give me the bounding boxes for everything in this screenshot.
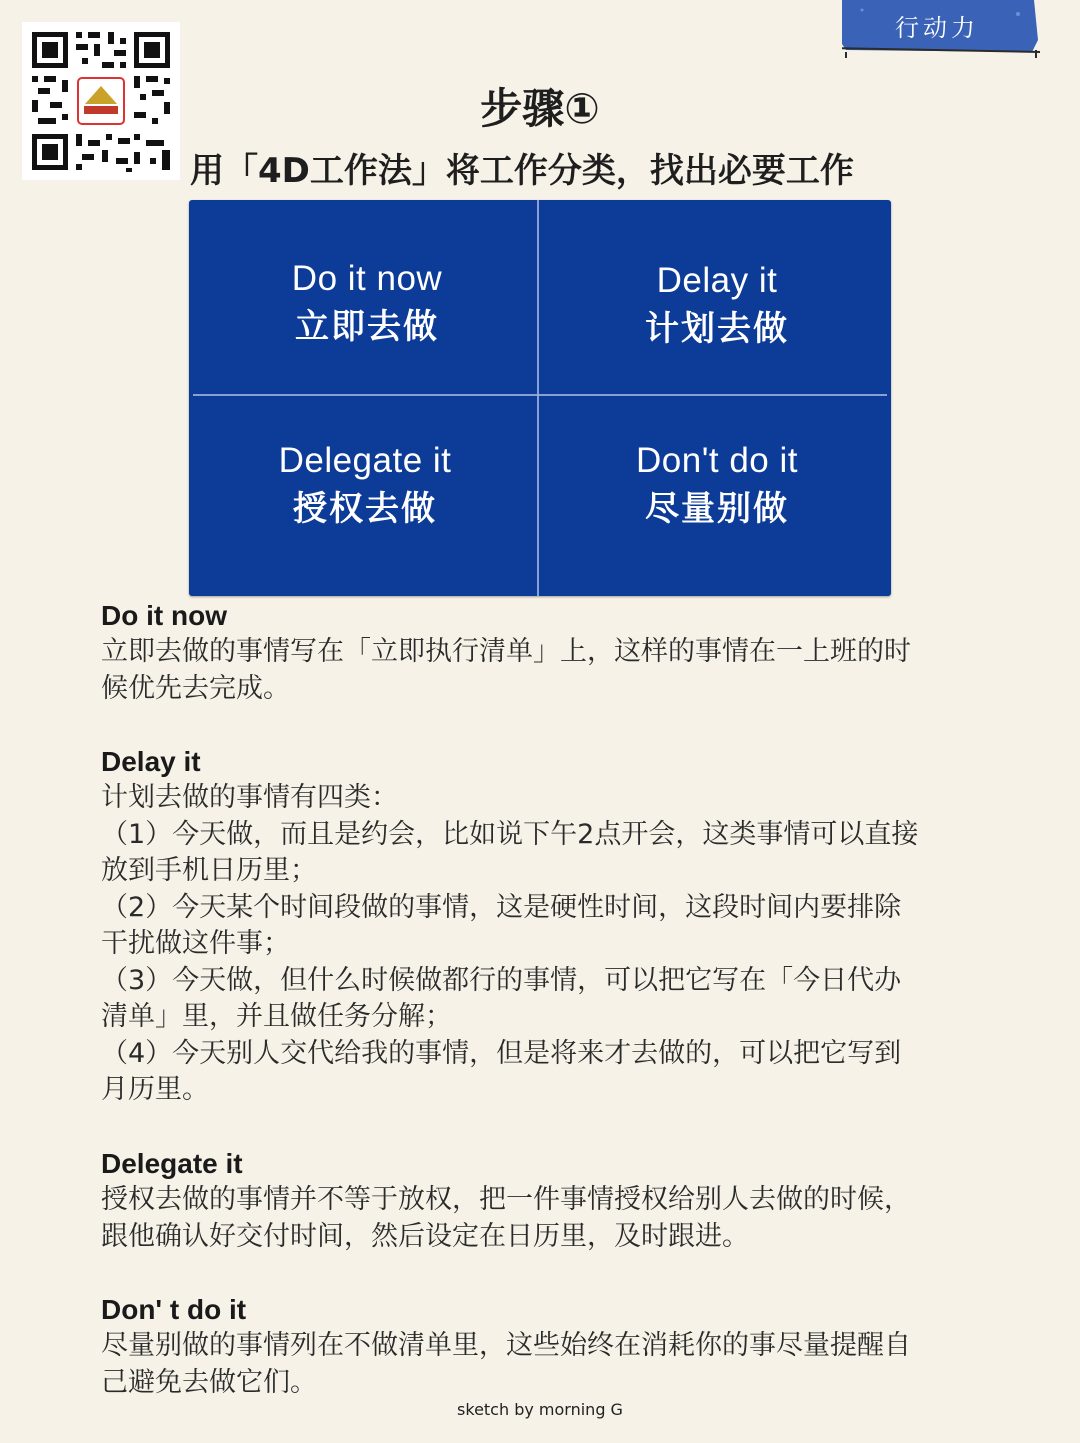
- cell-english-label: Don't do it: [636, 441, 798, 480]
- section-dont-do-it: [101, 1292, 986, 1401]
- cell-english-label: Delegate it: [278, 441, 452, 480]
- four-d-matrix: [189, 200, 891, 596]
- page-title: 步骤①: [480, 84, 600, 133]
- section-line: 己避免去做它们。: [101, 1366, 317, 1398]
- section-delegate-it: [101, 1146, 986, 1255]
- section-line: （3）今天做，但什么时候做都行的事情，可以把它写在「今日代办: [101, 964, 902, 996]
- matrix-cell-delay-it: [543, 258, 891, 354]
- section-line: 立即去做的事情写在「立即执行清单」上，这样的事情在一上班的时: [101, 636, 911, 667]
- tag-label: 行动力: [895, 14, 979, 42]
- matrix-cell-do-it-now: [193, 256, 541, 352]
- page-subtitle: 用「4D工作法」将工作分类，找出必要工作: [190, 151, 854, 191]
- section-delay-it: [101, 744, 986, 1109]
- section-line: 放到手机日历里；: [101, 855, 317, 886]
- section-line: 计划去做的事情有四类：: [101, 782, 398, 813]
- section-do-it-now: [101, 598, 986, 707]
- section-line: （4）今天别人交代给我的事情，但是将来才去做的，可以把它写到: [101, 1037, 902, 1069]
- matrix-cell-delegate-it: [191, 438, 539, 534]
- section-heading: Delay it: [101, 746, 201, 777]
- sketch-credit: sketch by morning G: [457, 1400, 623, 1419]
- section-heading: Don' t do it: [101, 1294, 247, 1325]
- section-heading: Do it now: [101, 600, 227, 631]
- section-heading: Delegate it: [101, 1148, 243, 1179]
- cell-chinese-label: 尽量别做: [645, 489, 789, 529]
- cell-chinese-label: 授权去做: [293, 489, 437, 529]
- matrix-horizontal-divider: [193, 394, 887, 396]
- section-tag: [842, 0, 1040, 58]
- section-line: 跟他确认好交付时间，然后设定在日历里，及时跟进。: [101, 1220, 749, 1252]
- cell-chinese-label: 计划去做: [645, 309, 789, 349]
- section-line: 候优先去完成。: [101, 672, 290, 704]
- section-line: 清单」里，并且做任务分解；: [101, 1001, 452, 1032]
- cell-english-label: Do it now: [291, 259, 443, 298]
- section-line: 干扰做这件事；: [101, 928, 290, 959]
- cell-chinese-label: 立即去做: [295, 307, 439, 347]
- cell-english-label: Delay it: [656, 261, 778, 300]
- section-line: （1）今天做，而且是约会，比如说下午2点开会，这类事情可以直接: [101, 818, 919, 850]
- section-line: 授权去做的事情并不等于放权，把一件事情授权给别人去做的时候，: [101, 1184, 911, 1215]
- matrix-cell-dont-do-it: [543, 438, 891, 534]
- section-line: 月历里。: [101, 1074, 209, 1105]
- section-line: 尽量别做的事情列在不做清单里，这些始终在消耗你的事尽量提醒自: [101, 1330, 911, 1361]
- section-line: （2）今天某个时间段做的事情，这是硬性时间，这段时间内要排除: [101, 891, 902, 923]
